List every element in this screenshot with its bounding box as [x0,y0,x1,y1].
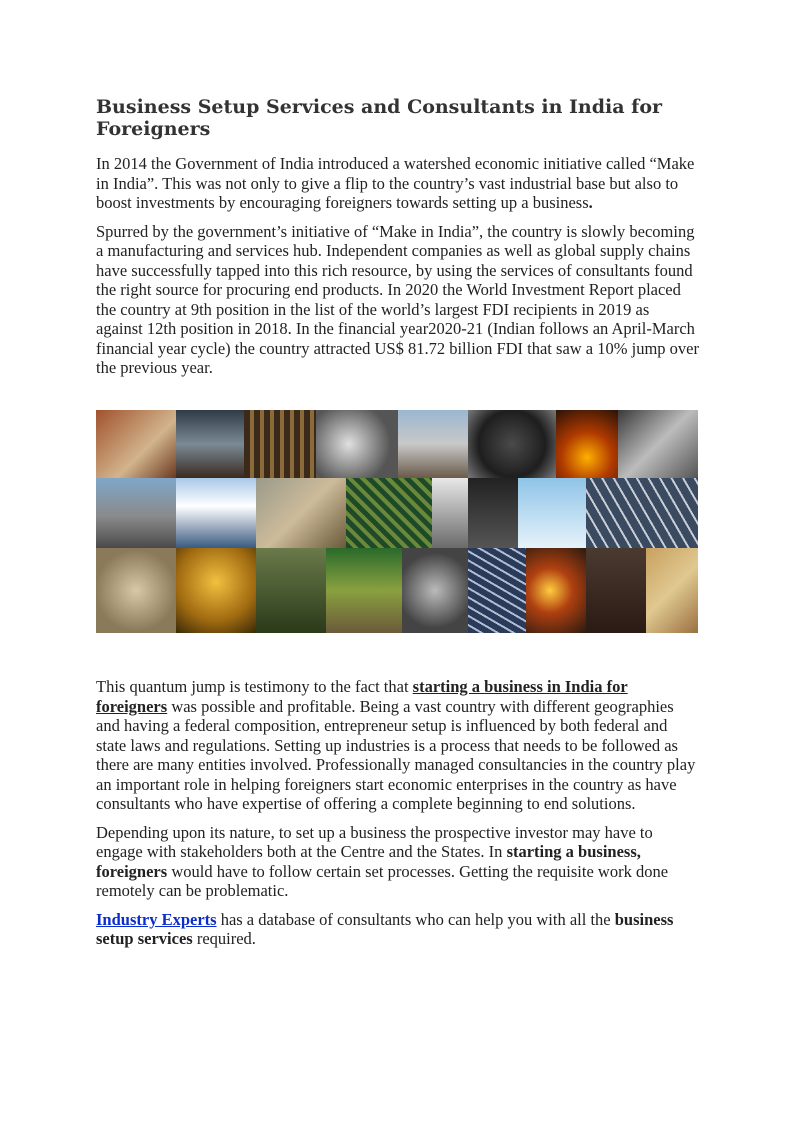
stakeholders-intro: Depending upon its nature, to set up a business the prospective investor may have to engage with stakeholders both at the Centre and the States. In [96,822,653,861]
starting-business-bold: starting a business, foreigners [96,842,641,881]
industry-experts-link[interactable]: Industry Experts [96,909,217,929]
page-title: Business Setup Services and Consultants in India for Foreigners [96,96,663,140]
stakeholders-paragraph [96,823,700,901]
intro-text: In 2014 the Government of India introduced a watershed economic initiative called “Make in India”. This was not only to give a flip to the country’s vast industrial base but also to boost investments by encouraging foreigners towards setting up a business [96,154,695,212]
quantum-jump-rest: was possible and profitable. Being a vast country with different geographies and having a federal composition, entrepreneur setup is influenced by both federal and state laws and regulations. Setting up industries is a process that needs to be followed as there are many entities involved. Professionally managed consultancies in the country play an important role in helping foreigners start economic enterprises in the country as have consultants who have expertise of offering a complete beginning to end solutions. [96,696,696,813]
quantum-jump-paragraph [96,677,700,814]
industry-experts-mid: has a database of consultants who can help you with all the [216,909,615,929]
business-setup-services-bold: business setup services [96,909,674,948]
intro-paragraph [96,154,700,213]
document-body-continued [96,677,700,958]
stakeholders-rest: would have to follow certain set processes. Getting the requisite work done remotely can be problematic. [96,861,669,900]
industry-collage-image [96,410,698,633]
make-in-india-paragraph: Spurred by the government’s initiative of “Make in India”, the country is slowly becoming a manufacturing and services hub. Independent companies as well as global supply chains have successfully tapped into this rich resource, by using the services of consultants found the right source for procuring end products. In 2020 the World Investment Report placed the country at 9th position in the list of the world’s largest FDI recipients in 2019 as against 12th position in 2018. In the financial year2020-21 (Indian follows an April-March financial year cycle) the country attracted US$ 81.72 billion FDI that saw a 10% jump over the previous year. [96,221,699,377]
industry-experts-paragraph [96,910,700,949]
document-page [96,96,700,380]
quantum-jump-intro: This quantum jump is testimony to the fact that [96,677,413,696]
starting-business-link[interactable]: starting a business in India for foreigners [96,677,628,716]
industry-experts-end: required. [192,929,256,948]
intro-period: . [588,193,593,212]
